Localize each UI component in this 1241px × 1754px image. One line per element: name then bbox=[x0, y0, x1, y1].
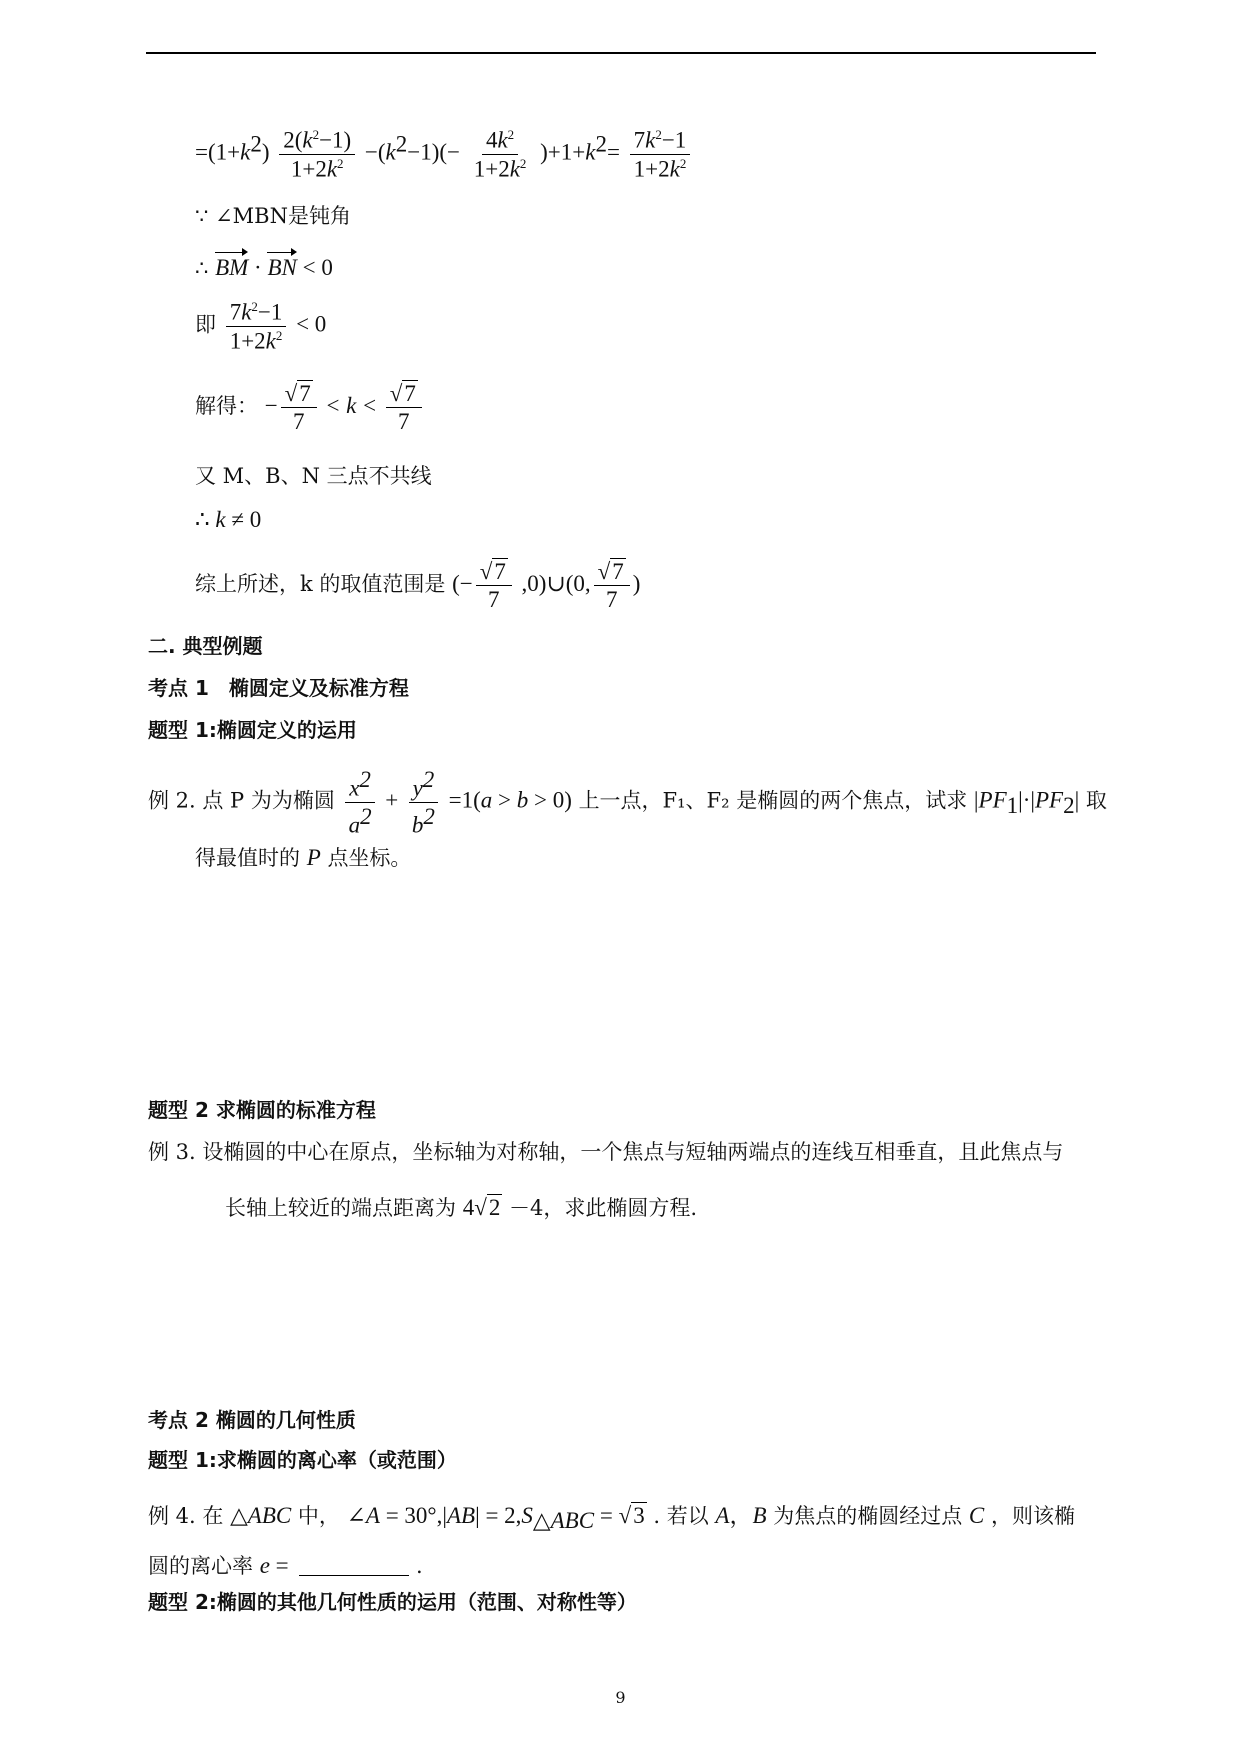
example-4-e: ，则该椭 bbox=[990, 1504, 1075, 1528]
example-4-line2: 圆的离心率 e = . bbox=[148, 1553, 423, 1578]
range-conclusion: 综上所述，k 的取值范围是 (− $\frac{√7}{7}$ ,0)∪(0, $\frac{√7}{7}$ ) bbox=[195, 559, 641, 612]
example-4-end: . bbox=[416, 1554, 423, 1578]
example-3-line1: 例 3. 设椭圆的中心在原点，坐标轴为对称轴，一个焦点与短轴两端点的连线互相垂直，且此焦点与 bbox=[148, 1140, 1064, 1164]
inequality-line: 即 $\frac{7k^2-1}{1+2k^2}$ < 0 bbox=[195, 299, 327, 354]
k-nonzero-line: ∴ k ≠ 0 bbox=[195, 507, 262, 532]
solution-line: 解得： − $\frac{√7}{7}$ < k < $\frac{√7}{7}$ bbox=[195, 382, 425, 433]
page-number: 9 bbox=[615, 1688, 626, 1707]
example-4-a: 例 4. 在 bbox=[148, 1504, 224, 1528]
example-4-c: . 若以 bbox=[653, 1504, 709, 1528]
formula-expansion: $=(1+k^2)$ $\frac{2(k^2-1)}{1+2k^2}$ $-(k^2-1)(-$ $\frac{4k^2}{1+2k^2}$ )$+1+k^2=$ $\frac{7k^2-1}{1+2k^2}$ bbox=[195, 128, 693, 180]
example-2-line2-text: 得最值时的 bbox=[195, 846, 300, 870]
example-4-b: 中， bbox=[297, 1504, 340, 1528]
example-4-d: 为焦点的椭圆经过点 bbox=[773, 1504, 963, 1528]
ji-label: 即 bbox=[195, 312, 216, 337]
because-symbol: ∵ bbox=[195, 204, 209, 228]
example-2-mid: 上一点，F₁、F₂ 是椭圆的两个焦点，试求 bbox=[578, 788, 968, 813]
example-3-line2b: －4，求此椭圆方程. bbox=[509, 1196, 698, 1220]
example-4: 例 4. 在 △ABC 中， ∠A = $30^\circ,|AB| = 2,S_{\triangle ABC} = √3$ . 若以 A，B 为焦点的椭圆经过点 C ，则该椭 bbox=[148, 1503, 1075, 1534]
tixing-2-heading: 题型 2 求椭圆的标准方程 bbox=[148, 1098, 376, 1122]
dot-product-line: ∴ BM · BN < 0 bbox=[195, 255, 333, 280]
example-3-line2a: 长轴上较近的端点距离为 bbox=[225, 1196, 456, 1220]
tixing-3-heading: 题型 1:求椭圆的离心率（或范围） bbox=[148, 1448, 457, 1472]
example-2-line2: 得最值时的 P 点坐标。 bbox=[195, 845, 412, 870]
example-4-line2-text: 圆的离心率 bbox=[148, 1554, 253, 1578]
obtuse-angle-text: ∠MBN是钝角 bbox=[215, 204, 351, 228]
section-heading: 二. 典型例题 bbox=[148, 634, 263, 658]
collinear-line: 又 M、B、N 三点不共线 bbox=[195, 464, 432, 488]
obtuse-angle-line bbox=[195, 206, 351, 227]
example-2-prefix: 例 2. 点 P 为为椭圆 bbox=[148, 788, 335, 813]
kaodian-2-heading: 考点 2 椭圆的几何性质 bbox=[148, 1408, 356, 1432]
range-text: 综上所述，k 的取值范围是 bbox=[195, 572, 446, 596]
tixing-4-heading: 题型 2:椭圆的其他几何性质的运用（范围、对称性等） bbox=[148, 1590, 637, 1614]
example-2-line2-end: 点坐标。 bbox=[327, 846, 412, 870]
header-rule bbox=[146, 52, 1096, 54]
jiede-label: 解得： bbox=[195, 394, 258, 418]
answer-blank[interactable] bbox=[299, 1575, 409, 1576]
example-3-line2: 长轴上较近的端点距离为 4√2 －4，求此椭圆方程. bbox=[225, 1195, 698, 1220]
therefore-symbol: ∴ bbox=[195, 256, 209, 280]
example-2-suffix: 取 bbox=[1085, 788, 1107, 813]
kaodian-1-heading: 考点 1 椭圆定义及标准方程 bbox=[148, 676, 409, 700]
tixing-1-heading: 题型 1:椭圆定义的运用 bbox=[148, 718, 357, 742]
example-2: 例 2. 点 P 为为椭圆 $\frac{x^2}{a^2}$ + $\frac{y^2}{b^2}$ =1(a > b > 0) 上一点，F₁、F₂ 是椭圆的两个焦点，试求 $|PF_1|\cdot|PF_2|$ 取 bbox=[148, 767, 1107, 838]
